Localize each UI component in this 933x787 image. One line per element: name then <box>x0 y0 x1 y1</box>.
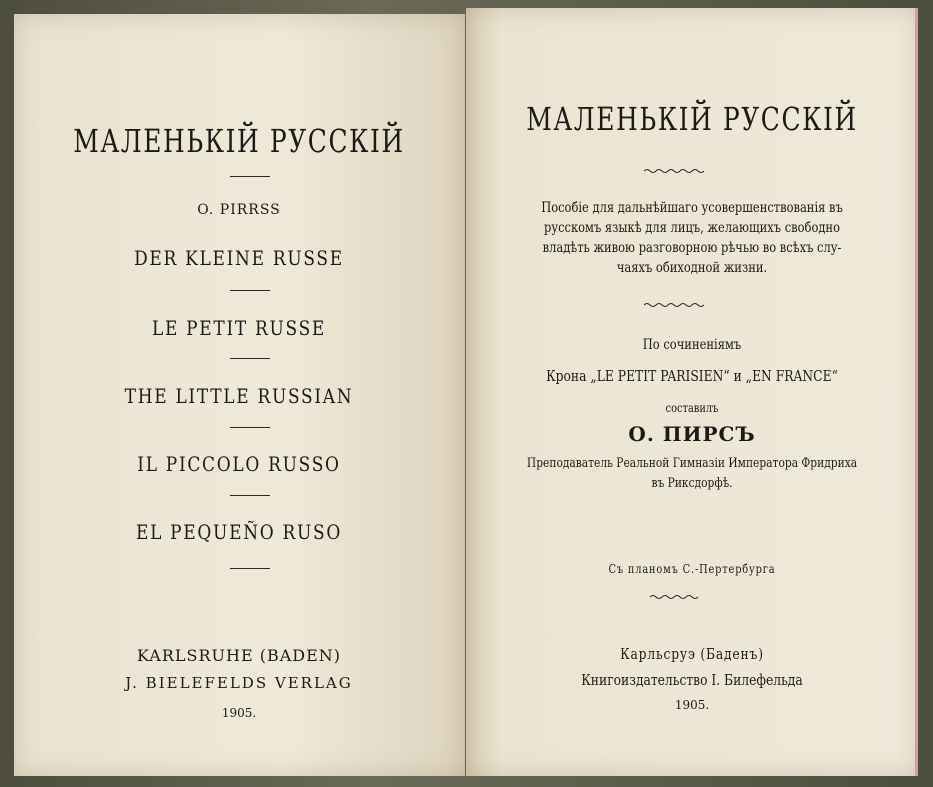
divider <box>230 358 270 359</box>
left-author: O. PIRRSS <box>197 202 281 218</box>
title-italian: IL PICCOLO RUSSO <box>137 452 341 476</box>
wavy-divider <box>644 168 706 174</box>
right-year: 1905. <box>674 698 710 712</box>
left-place: KARLSRUHE (BADEN) <box>136 646 342 665</box>
divider <box>230 568 270 569</box>
description-line: чаяхъ обиходной жизни. <box>616 260 768 276</box>
divider <box>230 176 270 177</box>
title-german: DER KLEINE RUSSE <box>134 246 344 270</box>
description-line: русскомъ языкѣ для лицъ, желающихъ свободно <box>543 220 840 236</box>
title-english: THE LITTLE RUSSIAN <box>124 384 354 408</box>
right-place: Карльсруэ (Баденъ) <box>620 645 764 663</box>
wavy-divider <box>644 302 706 308</box>
divider <box>230 427 270 428</box>
left-page <box>14 14 465 776</box>
right-author: О. ПИРСЪ <box>628 422 756 446</box>
title-french: LE PETIT RUSSE <box>151 316 327 340</box>
right-page <box>466 8 918 776</box>
compiled-by: составилъ <box>665 401 719 415</box>
author-position: Преподаватель Реальной Гимназіи Императора Фридриха <box>526 456 858 471</box>
left-title: МАЛЕНЬКІЙ РУССКІЙ <box>73 122 405 160</box>
left-publisher: J. BIELEFELDS VERLAG <box>125 674 353 692</box>
page-edge <box>915 8 918 776</box>
author-position: въ Риксдорфѣ. <box>651 476 733 491</box>
source-works: Крона „LE PETIT PARISIEN“ и „EN FRANCE“ <box>546 367 838 385</box>
divider <box>230 290 270 291</box>
right-publisher: Книгоиздательство І. Билефельда <box>581 671 803 689</box>
left-year: 1905. <box>221 706 257 720</box>
right-title: МАЛЕНЬКІЙ РУССКІЙ <box>526 100 858 138</box>
wavy-divider <box>650 594 702 600</box>
map-note: Съ планомъ С.-Пертербурга <box>608 562 776 576</box>
description-line: владѣть живою разговорною рѣчью во всѣхъ слу- <box>542 240 842 256</box>
description-line: Пособіе для дальнѣйшаго усовершенствованія въ <box>541 200 843 216</box>
divider <box>230 495 270 496</box>
title-spanish: EL PEQUEÑO RUSO <box>135 520 343 544</box>
based-on: По сочиненіямъ <box>642 337 742 353</box>
